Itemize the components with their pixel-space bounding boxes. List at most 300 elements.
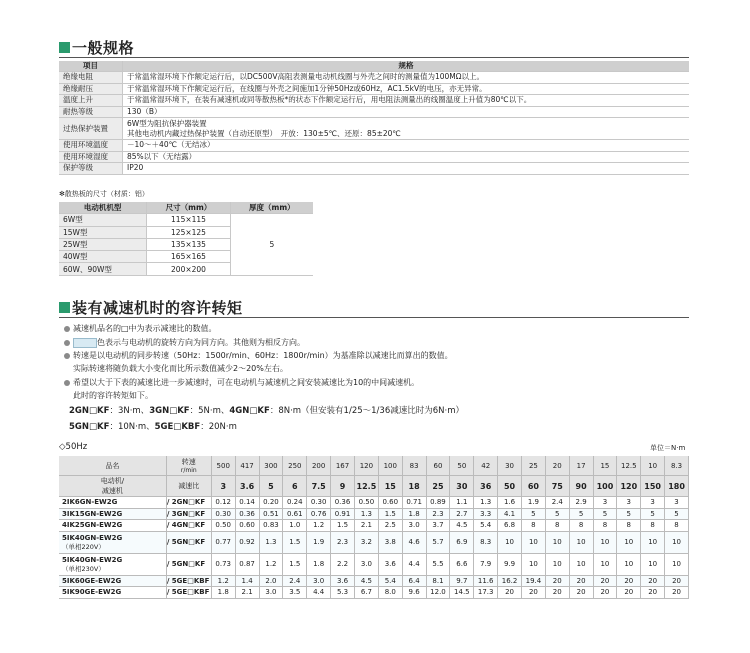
- torque-value: 19.4: [521, 575, 545, 587]
- unit-label: 单位＝N·m: [650, 444, 686, 452]
- speed-unit: r/min: [180, 467, 197, 474]
- torque-value: 0.91: [331, 508, 355, 520]
- table-row: [59, 72, 689, 84]
- torque-value: 2.5: [378, 520, 402, 532]
- header-spec: 规格: [123, 61, 690, 72]
- torque-value: 0.60: [235, 520, 259, 532]
- motor-model: [59, 575, 166, 587]
- torque-value: 20: [617, 587, 641, 599]
- gearhead-model: 2GN□KF: [69, 406, 110, 416]
- row-key: 绝缘耐压: [59, 83, 123, 95]
- torque-value: 0.30: [307, 497, 331, 509]
- torque-value: 8.0: [378, 587, 402, 599]
- torque-value: 1.8: [211, 587, 235, 599]
- torque-value: 16.2: [498, 575, 522, 587]
- gearhead-model: / 4GN□KF: [166, 520, 211, 532]
- bullet-dot-icon: [64, 340, 70, 346]
- torque-value: 0.50: [211, 520, 235, 532]
- torque-value: 10: [498, 531, 522, 553]
- torque-value: 0.20: [259, 497, 283, 509]
- header-row-ratio: [59, 476, 689, 497]
- torque-value: 10: [641, 553, 665, 575]
- section-divider: [59, 317, 689, 318]
- torque-value: 3.6: [378, 553, 402, 575]
- motor-model: [59, 520, 166, 532]
- torque-value: 10: [617, 531, 641, 553]
- row-key: 温度上升: [59, 95, 123, 107]
- torque-value: 1.5: [331, 520, 355, 532]
- motor-model-name: 4IK25GN-EW2G: [62, 521, 123, 530]
- torque-value: 10: [593, 553, 617, 575]
- torque-value: 0.61: [283, 508, 307, 520]
- ratio-value: 6: [283, 476, 307, 497]
- torque-value: 1.9: [307, 531, 331, 553]
- row-value: 于常温常湿环境下作额定运行后，以DC500V高阻表测量电动机线圈与外壳之间时的测量值为100MΩ以上。: [123, 72, 690, 84]
- table-row: [59, 95, 689, 107]
- torque-value: 1.8: [307, 553, 331, 575]
- bullet-continuation: 实际转速将随负载大小变化而比所示数值减少2～20%左右。: [73, 364, 288, 373]
- header-thickness: 厚度（mm）: [230, 202, 313, 214]
- table-row: [59, 531, 689, 553]
- ratio-value: 120: [617, 476, 641, 497]
- section-marker-icon: [59, 42, 70, 53]
- motor-model: 15W型: [59, 226, 147, 238]
- torque-value: 0.92: [235, 531, 259, 553]
- torque-value: 20: [665, 575, 689, 587]
- table-header-row: [59, 202, 313, 214]
- torque-value: 20: [498, 587, 522, 599]
- table-row: [59, 151, 689, 163]
- torque-value: 5: [521, 508, 545, 520]
- speed-value: 17: [569, 456, 593, 476]
- torque-value: 6.6: [450, 553, 474, 575]
- torque-value: 2.9: [569, 497, 593, 509]
- torque-value: 20: [641, 575, 665, 587]
- ratio-value: 150: [641, 476, 665, 497]
- row-value: 于常温常湿环境下作额定运行后，在线圈与外壳之间施加1分钟50Hz或60Hz，AC1.5kV的电压，亦无异常。: [123, 83, 690, 95]
- plate-size: 135×135: [147, 238, 231, 250]
- bullet-item: [64, 349, 453, 362]
- torque-value: 8: [569, 520, 593, 532]
- row-value: －10～＋40℃（无结冰）: [123, 140, 690, 152]
- torque-value: 8: [593, 520, 617, 532]
- gear-label: 减速机: [101, 487, 123, 495]
- header-model: 电动机机型: [59, 202, 147, 214]
- motor-model-name: 5IK40GN-EW2G: [62, 555, 123, 564]
- torque-value: 3.3: [474, 508, 498, 520]
- ratio-value: 15: [378, 476, 402, 497]
- speed-value: 120: [354, 456, 378, 476]
- torque-value: 0.83: [259, 520, 283, 532]
- row-key: 过热保护装置: [59, 118, 123, 140]
- torque-value: 10: [521, 553, 545, 575]
- torque-value: 10: [617, 553, 641, 575]
- speed-header: [166, 456, 211, 476]
- row-value-line: 6W型为阻抗保护器装置: [127, 118, 207, 128]
- ratio-value: 7.5: [307, 476, 331, 497]
- motor-model-name: 5IK90GE-EW2G: [62, 588, 122, 597]
- speed-value: 50: [450, 456, 474, 476]
- torque-value: ：20N·m: [200, 422, 237, 432]
- allowable-torque-line-2: [69, 420, 237, 432]
- torque-value: 7.9: [474, 553, 498, 575]
- torque-value: 3.0: [259, 587, 283, 599]
- torque-value: 0.71: [402, 497, 426, 509]
- product-name-header: 品名: [59, 456, 166, 476]
- torque-value: 5.7: [426, 531, 450, 553]
- torque-value: 8: [641, 520, 665, 532]
- torque-value: 8: [617, 520, 641, 532]
- torque-value: 8.1: [426, 575, 450, 587]
- torque-value: 3.7: [426, 520, 450, 532]
- torque-value: 1.5: [378, 508, 402, 520]
- section-marker-icon: [59, 302, 70, 313]
- table-row: [59, 508, 689, 520]
- speed-value: 500: [211, 456, 235, 476]
- bullet-text: 转速是以电动机的同步转速（50Hz：1500r/min、60Hz：1800r/min）为基准除以减速比而算出的数值。: [73, 351, 453, 360]
- gearhead-model: 5GE□KBF: [154, 422, 201, 432]
- speed-value: 250: [283, 456, 307, 476]
- torque-value: 20: [593, 575, 617, 587]
- ratio-value: 75: [545, 476, 569, 497]
- table-row: [59, 118, 689, 140]
- row-value: 130（B）: [123, 106, 690, 118]
- plate-thickness: 5: [230, 214, 313, 275]
- ratio-value: 12.5: [354, 476, 378, 497]
- ratio-value: 30: [450, 476, 474, 497]
- torque-value: 20: [545, 575, 569, 587]
- torque-value: ：8N·m（但安装有1/25～1/36减速比时为6N·m）: [269, 406, 464, 416]
- bullet-text: 色表示与电动机的旋转方向为同方向。其他则为相反方向。: [97, 338, 305, 347]
- ratio-value: 3: [211, 476, 235, 497]
- allowable-torque-heading: [59, 297, 243, 318]
- torque-value: 0.77: [211, 531, 235, 553]
- torque-value: 2.2: [331, 553, 355, 575]
- torque-value: 10: [545, 553, 569, 575]
- motor-voltage: （单相220V）: [62, 542, 105, 551]
- speed-value: 25: [521, 456, 545, 476]
- allowable-torque-line-1: [69, 404, 464, 416]
- motor-model: 25W型: [59, 238, 147, 250]
- bullet-dot-icon: [64, 380, 70, 386]
- torque-value: 2.1: [354, 520, 378, 532]
- torque-value: 20: [641, 587, 665, 599]
- speed-value: 100: [378, 456, 402, 476]
- torque-value: 0.36: [331, 497, 355, 509]
- torque-value: ：5N·m、: [189, 406, 230, 416]
- ratio-value: 60: [521, 476, 545, 497]
- torque-value: 5: [641, 508, 665, 520]
- torque-value: 20: [545, 587, 569, 599]
- torque-value: 6.8: [498, 520, 522, 532]
- torque-value: 0.73: [211, 553, 235, 575]
- motor-model-name: 3IK15GN-EW2G: [62, 509, 123, 518]
- color-legend-swatch: [73, 338, 97, 348]
- row-key: 绝缘电阻: [59, 72, 123, 84]
- ratio-value: 18: [402, 476, 426, 497]
- motor-model: 40W型: [59, 251, 147, 263]
- torque-value: 2.0: [259, 575, 283, 587]
- motor-model: [59, 508, 166, 520]
- bullet-item: [64, 376, 419, 389]
- torque-value: 20: [569, 587, 593, 599]
- gearhead-model: / 5GN□KF: [166, 553, 211, 575]
- table-row: [59, 106, 689, 118]
- speed-value: 42: [474, 456, 498, 476]
- torque-value: 20: [665, 587, 689, 599]
- motor-model: [59, 587, 166, 599]
- torque-value: 5.5: [426, 553, 450, 575]
- torque-value: 0.89: [426, 497, 450, 509]
- table-row: [59, 587, 689, 599]
- torque-value: 6.4: [402, 575, 426, 587]
- torque-value: 3.8: [378, 531, 402, 553]
- row-value-line: 其他电动机内藏过热保护装置（自动还原型） 开放：130±5℃、还原：85±20℃: [127, 128, 401, 138]
- torque-value: 1.8: [402, 508, 426, 520]
- row-key: 耐热等级: [59, 106, 123, 118]
- motor-model: 60W、90W型: [59, 263, 147, 275]
- torque-value: 4.4: [402, 553, 426, 575]
- speed-value: 20: [545, 456, 569, 476]
- plate-size: 165×165: [147, 251, 231, 263]
- torque-value: 6.7: [354, 587, 378, 599]
- torque-value: 8: [521, 520, 545, 532]
- speed-value: 8.3: [665, 456, 689, 476]
- ratio-value: 100: [593, 476, 617, 497]
- ratio-value: 180: [665, 476, 689, 497]
- header-size: 尺寸（mm）: [147, 202, 231, 214]
- torque-value: 10: [665, 553, 689, 575]
- torque-value: 2.4: [545, 497, 569, 509]
- header-row-speed: [59, 456, 689, 476]
- torque-value: 5: [569, 508, 593, 520]
- torque-value: 3.0: [354, 553, 378, 575]
- torque-value: 10: [665, 531, 689, 553]
- torque-value: 10: [641, 531, 665, 553]
- torque-value: 3: [593, 497, 617, 509]
- ratio-header: 减速比: [166, 476, 211, 497]
- bullet-dot-icon: [64, 353, 70, 359]
- row-value: [123, 118, 690, 140]
- torque-value: 5: [545, 508, 569, 520]
- allowable-torque-table: [59, 456, 689, 599]
- gearhead-model: 5GN□KF: [69, 422, 110, 432]
- torque-value: 20: [593, 587, 617, 599]
- table-row: [59, 575, 689, 587]
- general-spec-heading: [59, 37, 134, 58]
- torque-value: 3.2: [354, 531, 378, 553]
- torque-value: 6.9: [450, 531, 474, 553]
- speed-value: 417: [235, 456, 259, 476]
- torque-value: 3: [617, 497, 641, 509]
- ratio-value: 50: [498, 476, 522, 497]
- motor-gear-header: [59, 476, 166, 497]
- torque-value: 1.2: [259, 553, 283, 575]
- torque-value: 5: [593, 508, 617, 520]
- row-key: 使用环境温度: [59, 140, 123, 152]
- row-key: 使用环境湿度: [59, 151, 123, 163]
- ratio-value: 9: [331, 476, 355, 497]
- gearhead-model: / 5GN□KF: [166, 531, 211, 553]
- torque-value: 3: [641, 497, 665, 509]
- torque-value: 1.1: [450, 497, 474, 509]
- gearhead-model: / 5GE□KBF: [166, 588, 210, 597]
- torque-value: 0.50: [354, 497, 378, 509]
- torque-value: 5: [665, 508, 689, 520]
- ratio-value: 3.6: [235, 476, 259, 497]
- torque-value: ：3N·m、: [109, 406, 150, 416]
- speed-value: 10: [641, 456, 665, 476]
- torque-value: 10: [569, 553, 593, 575]
- motor-model-name: 5IK40GN-EW2G: [62, 533, 123, 542]
- torque-value: 2.4: [283, 575, 307, 587]
- torque-value: 1.3: [474, 497, 498, 509]
- torque-value: 1.0: [283, 520, 307, 532]
- table-header-row: [59, 61, 689, 72]
- torque-value: 8: [665, 520, 689, 532]
- torque-value: 14.5: [450, 587, 474, 599]
- plate-size: 125×125: [147, 226, 231, 238]
- torque-value: 9.7: [450, 575, 474, 587]
- table-row: [59, 497, 689, 509]
- torque-value: 4.6: [402, 531, 426, 553]
- row-value: 于常温常湿环境下，在装有减速机或同等散热板*的状态下作额定运行后，用电阻法测量出的线圈温度上升值为80℃以下。: [123, 95, 690, 107]
- motor-voltage: （单相230V）: [62, 564, 105, 573]
- torque-value: 12.0: [426, 587, 450, 599]
- torque-value: 5.4: [378, 575, 402, 587]
- torque-value: 2.1: [235, 587, 259, 599]
- table-row: [59, 214, 313, 226]
- torque-value: 1.6: [498, 497, 522, 509]
- motor-model: [59, 553, 166, 575]
- torque-value: 17.3: [474, 587, 498, 599]
- torque-value: 0.12: [211, 497, 235, 509]
- ratio-value: 5: [259, 476, 283, 497]
- torque-value: 4.4: [307, 587, 331, 599]
- table-row: [59, 163, 689, 175]
- speed-value: 200: [307, 456, 331, 476]
- torque-value: 10: [593, 531, 617, 553]
- allowable-torque-title: 装有减速机时的容许转矩: [72, 299, 243, 317]
- torque-value: 20: [569, 575, 593, 587]
- torque-value: 1.2: [307, 520, 331, 532]
- bullet-item: [64, 322, 217, 335]
- motor-label: 电动机/: [100, 477, 125, 485]
- gearhead-model: 4GN□KF: [229, 406, 270, 416]
- ratio-value: 36: [474, 476, 498, 497]
- torque-value: 11.6: [474, 575, 498, 587]
- torque-value: 0.51: [259, 508, 283, 520]
- torque-value: 5.4: [474, 520, 498, 532]
- torque-value: 3: [665, 497, 689, 509]
- speed-value: 60: [426, 456, 450, 476]
- table-row: [59, 520, 689, 532]
- torque-value: 20: [521, 587, 545, 599]
- general-spec-title: 一般规格: [72, 39, 135, 57]
- torque-value: 2.3: [426, 508, 450, 520]
- speed-value: 12.5: [617, 456, 641, 476]
- torque-value: ：10N·m、: [109, 422, 155, 432]
- torque-value: 8: [545, 520, 569, 532]
- torque-value: 1.5: [283, 531, 307, 553]
- torque-value: 0.24: [283, 497, 307, 509]
- radiator-size-table: [59, 202, 313, 276]
- torque-value: 2.7: [450, 508, 474, 520]
- torque-value: 8.3: [474, 531, 498, 553]
- bullet-item: [64, 336, 305, 349]
- torque-value: 1.9: [521, 497, 545, 509]
- torque-value: 4.1: [498, 508, 522, 520]
- gearhead-model: / 5GE□KBF: [166, 576, 210, 585]
- torque-value: 1.3: [259, 531, 283, 553]
- header-item: 项目: [59, 61, 123, 72]
- bullet-text: 希望以大于下表的减速比进一步减速时，可在电动机与减速机之间安装减速比为10的中间减速机。: [73, 378, 420, 387]
- torque-value: 0.36: [235, 508, 259, 520]
- torque-value: 10: [569, 531, 593, 553]
- table-row: [59, 140, 689, 152]
- table-row: [59, 553, 689, 575]
- general-spec-table: [59, 61, 689, 175]
- torque-value: 9.6: [402, 587, 426, 599]
- row-value: 85%以下（无结露）: [123, 151, 690, 163]
- torque-value: 5.3: [331, 587, 355, 599]
- gearhead-model: 3GN□KF: [149, 406, 190, 416]
- bullet-text: 减速机品名的□中为表示减速比的数值。: [73, 324, 217, 333]
- torque-value: 4.5: [450, 520, 474, 532]
- motor-model: [59, 531, 166, 553]
- table-row: [59, 83, 689, 95]
- torque-value: 3.6: [331, 575, 355, 587]
- torque-value: 4.5: [354, 575, 378, 587]
- motor-model: 6W型: [59, 214, 147, 226]
- ratio-value: 25: [426, 476, 450, 497]
- bullet-continuation: 此时的容许转矩如下。: [73, 391, 153, 400]
- row-value: IP20: [123, 163, 690, 175]
- speed-value: 300: [259, 456, 283, 476]
- torque-value: 1.4: [235, 575, 259, 587]
- torque-value: 1.5: [283, 553, 307, 575]
- torque-value: 3.5: [283, 587, 307, 599]
- torque-value: 20: [617, 575, 641, 587]
- torque-value: 0.14: [235, 497, 259, 509]
- torque-value: 0.30: [211, 508, 235, 520]
- torque-value: 5: [617, 508, 641, 520]
- radiator-note: ✻散热板的尺寸（材质：铝）: [59, 190, 149, 198]
- torque-value: 10: [521, 531, 545, 553]
- speed-label: 转速: [181, 458, 196, 466]
- speed-value: 15: [593, 456, 617, 476]
- torque-value: 10: [545, 531, 569, 553]
- speed-value: 167: [331, 456, 355, 476]
- torque-value: 1.2: [211, 575, 235, 587]
- torque-value: 3.0: [307, 575, 331, 587]
- speed-value: 83: [402, 456, 426, 476]
- gearhead-model: / 2GN□KF: [166, 497, 211, 509]
- plate-size: 200×200: [147, 263, 231, 275]
- row-key: 保护等级: [59, 163, 123, 175]
- gearhead-model: / 3GN□KF: [166, 508, 211, 520]
- motor-model: [59, 497, 166, 509]
- plate-size: 115×115: [147, 214, 231, 226]
- frequency-label: ◇50Hz: [59, 442, 88, 452]
- motor-model-name: 2IK6GN-EW2G: [62, 498, 118, 507]
- bullet-dot-icon: [64, 326, 70, 332]
- torque-value: 2.3: [331, 531, 355, 553]
- torque-value: 0.87: [235, 553, 259, 575]
- speed-value: 30: [498, 456, 522, 476]
- torque-value: 3.0: [402, 520, 426, 532]
- torque-value: 0.60: [378, 497, 402, 509]
